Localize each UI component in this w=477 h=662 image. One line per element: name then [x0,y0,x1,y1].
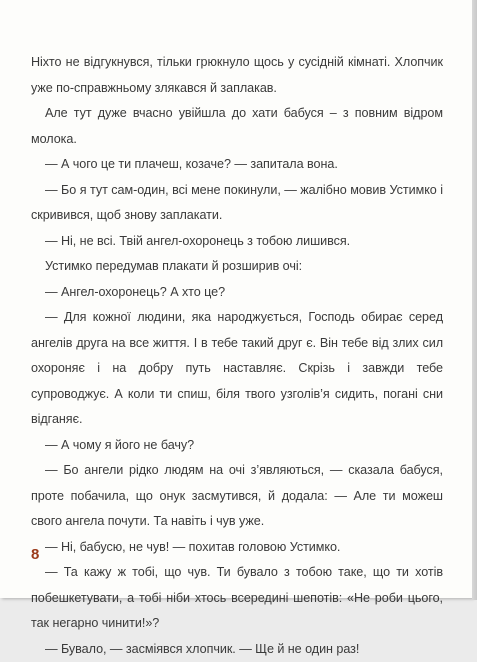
dialogue-line: — А чому я його не бачу? [31,433,443,459]
dialogue-line: — Бувало, — засміявся хлопчик. — Ще й не один раз! [31,637,443,662]
dialogue-line: — Бо я тут сам-один, всі мене покинули, — жалібно мовив Устимко і скривився, щоб знову заплакати. [31,178,443,229]
dialogue-line: — Бо ангели рідко людям на очі з’являються, — сказала бабуся, проте побачила, що онук засмутився, й додала: — Але ти можеш свого ангела почути. Та навіть і чув уже. [31,458,443,535]
dialogue-line: — Ні, не всі. Твій ангел-охоронець з тобою лишився. [31,229,443,255]
page-number: 8 [31,545,39,565]
page-edge [472,0,477,600]
dialogue-line: — Ні, бабусю, не чув! — похитав головою Устимко. [31,535,443,561]
paragraph: Але тут дуже вчасно увійшла до хати бабуся – з повним відром молока. [31,101,443,152]
dialogue-line: — Та кажу ж тобі, що чув. Ти бувало з тобою таке, що ти хотів побешкетувати, а тобі ніби хтось всередині шепотів: «Не роби цього, так негарно чинити!»? [31,560,443,637]
dialogue-line: — Для кожної людини, яка народжується, Господь обирає серед ангелів друга на все життя. І в тебе такий друг є. Він тебе від злих сил охороняє і на добру путь наставляє. Скрізь і завжди тебе супроводжує. А коли ти спиш, біля твого узголів’я сидить, погані сни відганяє. [31,305,443,433]
page-text [31,50,443,662]
dialogue-line: — А чого це ти плачеш, козаче? — запитала вона. [31,152,443,178]
dialogue-line: — Ангел-охоронець? А хто це? [31,280,443,306]
paragraph: Устимко передумав плакати й розширив очі: [31,254,443,280]
paragraph: Ніхто не відгукнувся, тільки грюкнуло щось у сусідній кімнаті. Хлопчик уже по-справжньому злякався й заплакав. [31,50,443,101]
